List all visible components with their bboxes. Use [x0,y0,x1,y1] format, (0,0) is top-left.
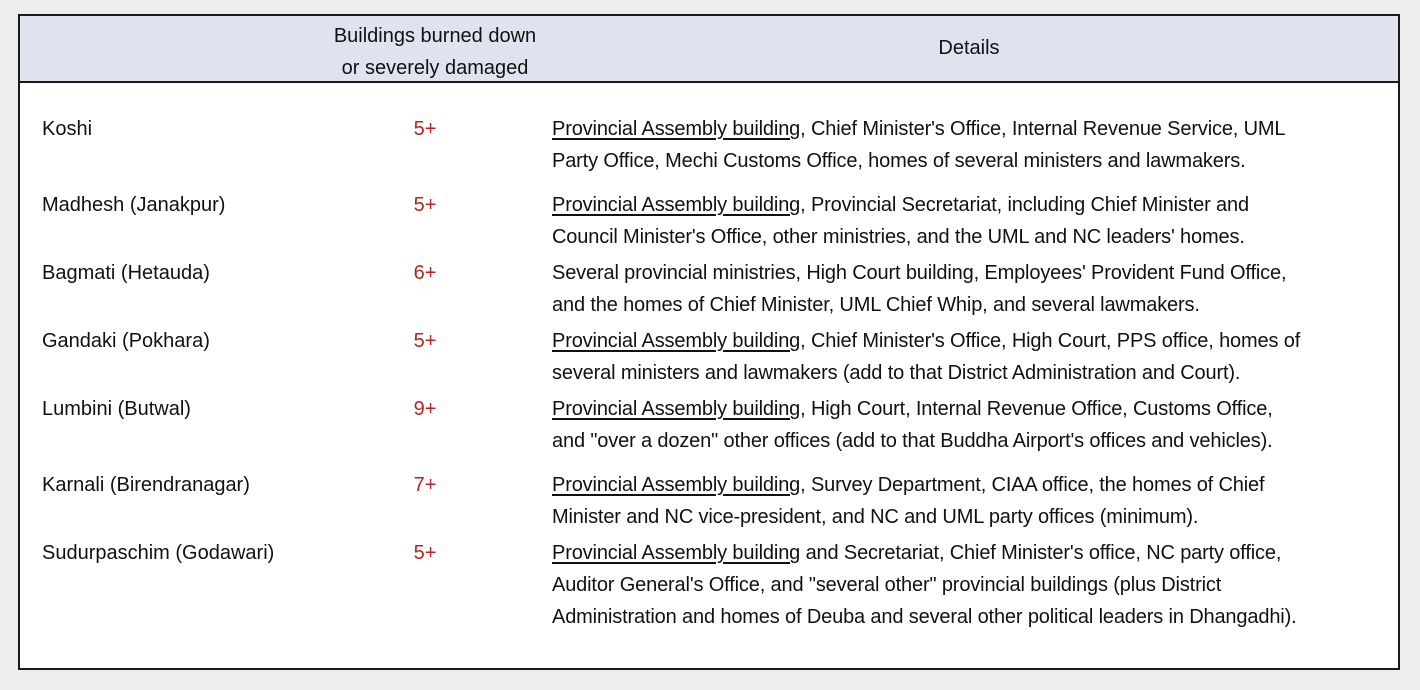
details-text: , Survey Department, CIAA office, the homes of Chief [800,474,1265,496]
building-count: 5+ [413,118,437,140]
details-line: Party Office, Mechi Customs Office, homes of several ministers and lawmakers. [552,150,1246,172]
table-header [20,16,1398,83]
building-count: 6+ [413,262,437,284]
details-text: , Chief Minister's Office, High Court, PPS office, homes of [800,330,1301,352]
provincial-assembly-link[interactable]: Provincial Assembly building [552,398,801,420]
details-cell [552,537,1394,633]
details-line [552,537,1394,569]
provincial-assembly-link[interactable]: Provincial Assembly building [552,118,801,140]
details-line: and the homes of Chief Minister, UML Chief Whip, and several lawmakers. [552,294,1200,316]
details-line: and "over a dozen" other offices (add to that Buddha Airport's offices and vehicles). [552,430,1273,452]
header-buildings-count [290,20,580,84]
details-line [552,325,1394,357]
details-line [552,189,1394,221]
details-text: , Chief Minister's Office, Internal Revenue Service, UML [800,118,1286,140]
building-count: 5+ [413,542,437,564]
provincial-assembly-link[interactable]: Provincial Assembly building [552,194,801,216]
region-name: Sudurpaschim (Godawari) [42,542,275,564]
header-buildings-line2: or severely damaged [341,57,529,79]
details-text: and Secretariat, Chief Minister's office, NC party office, [800,542,1282,564]
details-line: several ministers and lawmakers (add to that District Administration and Court). [552,362,1241,384]
details-line [552,469,1394,501]
provincial-assembly-link[interactable]: Provincial Assembly building [552,474,801,496]
provincial-assembly-link[interactable]: Provincial Assembly building [552,542,801,564]
buildings-table [18,14,1400,670]
details-line [552,113,1394,145]
region-name: Madhesh (Janakpur) [42,194,226,216]
details-line: Administration and homes of Deuba and several other political leaders in Dhangadhi). [552,606,1297,628]
building-count: 7+ [413,474,437,496]
details-text: , High Court, Internal Revenue Office, Customs Office, [800,398,1273,420]
header-details: Details [938,37,1000,59]
details-line: Auditor General's Office, and "several other" provincial buildings (plus District [552,574,1222,596]
building-count: 5+ [413,194,437,216]
details-cell [552,257,1394,321]
details-cell [552,469,1394,533]
details-cell [552,189,1394,253]
region-name: Bagmati (Hetauda) [42,262,210,284]
region-name: Lumbini (Butwal) [42,398,191,420]
region-name: Karnali (Birendranagar) [42,474,250,496]
details-cell [552,113,1394,177]
provincial-assembly-link[interactable]: Provincial Assembly building [552,330,801,352]
details-line: Council Minister's Office, other ministries, and the UML and NC leaders' homes. [552,226,1245,248]
details-line: Minister and NC vice-president, and NC and UML party offices (minimum). [552,506,1199,528]
building-count: 5+ [413,330,437,352]
header-buildings-line1: Buildings burned down [333,25,537,47]
region-name: Koshi [42,118,93,140]
details-line [552,393,1394,425]
details-line: Several provincial ministries, High Court building, Employees' Provident Fund Office, [552,262,1287,284]
details-cell [552,325,1394,389]
details-cell [552,393,1394,457]
region-name: Gandaki (Pokhara) [42,330,210,352]
details-text: , Provincial Secretariat, including Chief Minister and [800,194,1249,216]
building-count: 9+ [413,398,437,420]
